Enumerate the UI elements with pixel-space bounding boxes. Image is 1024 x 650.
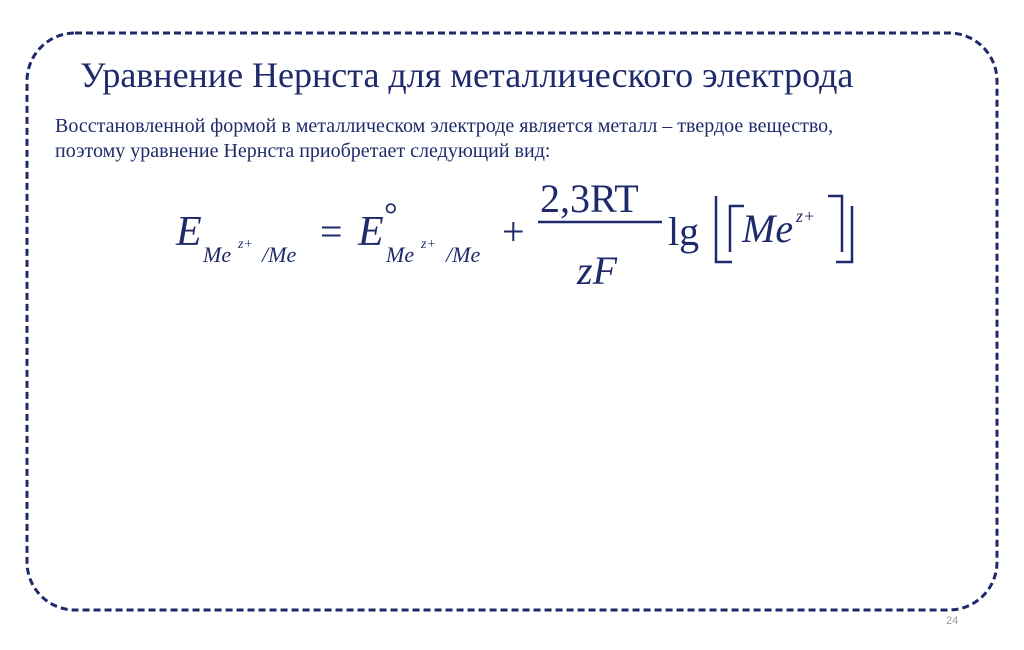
lhs-sub-charge: z+	[238, 237, 253, 252]
std-symbol: E	[358, 209, 384, 255]
fraction-numerator: 2,3RT	[540, 176, 639, 221]
slide-number: 24	[946, 615, 959, 627]
lhs-symbol: E	[176, 209, 202, 255]
std-sub-charge: z+	[421, 237, 436, 252]
lhs-sub-tail: /Me	[262, 242, 297, 267]
body-line-2: поэтому уравнение Нернста приобретает следующий вид:	[55, 140, 551, 162]
log-operator: lg	[668, 209, 700, 254]
right-ceil-bracket	[828, 196, 842, 252]
ion-charge: z+	[796, 206, 816, 226]
ion-base: Me	[742, 206, 794, 251]
std-degree: °	[384, 197, 398, 234]
body-line-1: Восстановленной формой в металлическом электроде является металл – твердое вещество,	[55, 115, 834, 137]
equals-sign: =	[320, 209, 343, 254]
std-sub-base: Me	[386, 242, 415, 267]
plus-sign: +	[502, 209, 525, 254]
std-sub-tail: /Me	[446, 242, 481, 267]
right-floor-bracket	[836, 206, 852, 262]
fraction-denominator: zF	[577, 248, 617, 293]
slide-title: Уравнение Нернста для металлического электрода	[80, 55, 854, 95]
lhs-sub-base: Me	[203, 242, 232, 267]
